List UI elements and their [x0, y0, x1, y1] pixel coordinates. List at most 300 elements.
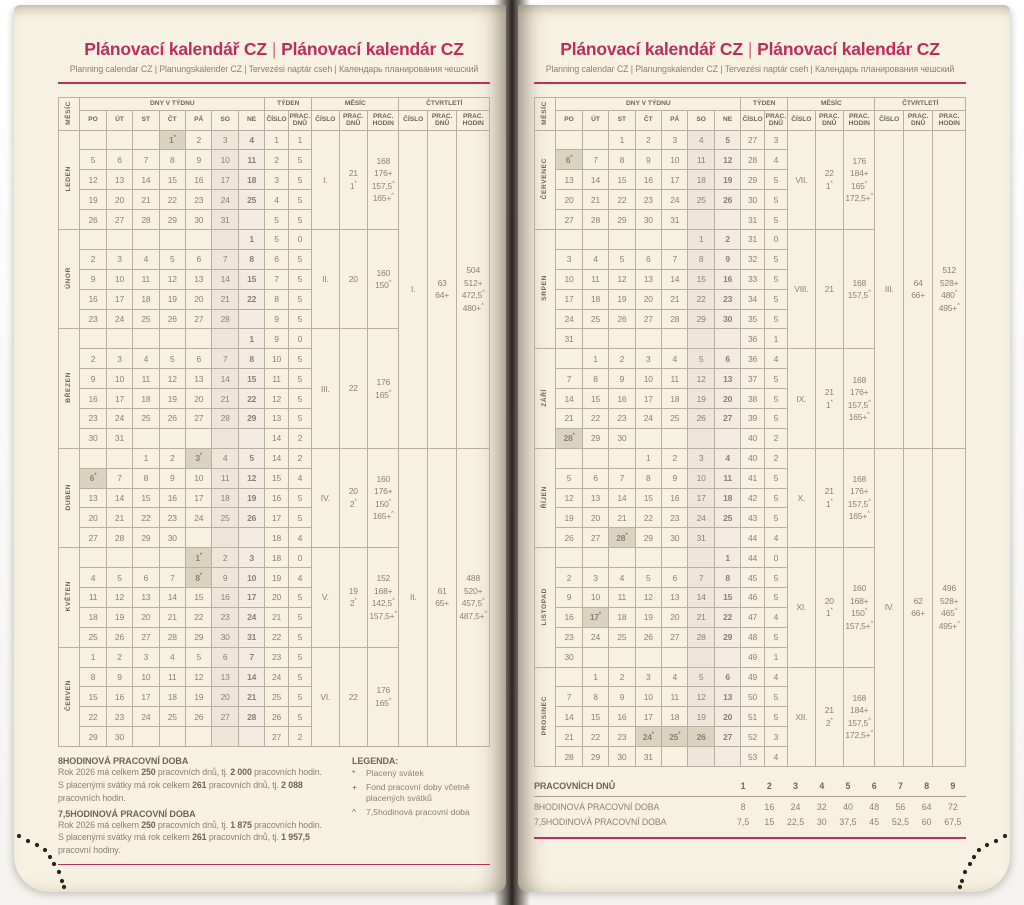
week-number: 9	[265, 329, 288, 349]
working-days-table	[534, 779, 966, 830]
legend-item	[352, 768, 490, 780]
day-cell	[80, 130, 106, 150]
page-left	[14, 5, 506, 892]
day-cell: 30	[635, 210, 661, 230]
row-value: 40	[843, 802, 853, 812]
day-cell: 13	[556, 170, 582, 190]
page-header-left	[58, 39, 490, 84]
week-number: 27	[265, 727, 288, 747]
week-number: 29	[741, 170, 764, 190]
week-workdays: 5	[288, 707, 311, 727]
day-cell: 21	[212, 289, 238, 309]
corner-perforation-dots	[947, 828, 1009, 890]
day-cell: 10	[662, 150, 688, 170]
day-cell: 29	[238, 408, 265, 428]
month-workdays: 19 2*	[339, 548, 367, 647]
month-workhours: 160 150^	[367, 229, 399, 328]
day-cell: 9	[635, 150, 661, 170]
day-cell: 6	[186, 249, 212, 269]
day-cell	[133, 727, 159, 747]
table-header-row	[59, 98, 490, 111]
day-cell: 5	[556, 468, 582, 488]
month-number: VIII.	[788, 229, 815, 348]
week-number: 44	[741, 548, 764, 568]
note-line: S placenými svátky má rok celkem 261 pracovních dnů, tj. 1 957,5 pracovní hodiny.	[58, 832, 310, 856]
day-cell: 21	[582, 190, 608, 210]
week-number: 36	[741, 349, 764, 369]
week-workdays: 3	[764, 130, 787, 150]
quarter-workdays: 61 65+	[427, 448, 456, 746]
day-cell: 21	[556, 408, 582, 428]
row-value: 7,5	[736, 817, 750, 827]
day-cell: 5	[688, 349, 714, 369]
week-workdays: 5	[288, 369, 311, 389]
month-number-header: ČÍSLO	[788, 110, 815, 130]
day-cell: 18	[582, 289, 608, 309]
week-number: 14	[265, 428, 288, 448]
day-cell: 26	[80, 210, 106, 230]
week-workdays: 0	[288, 548, 311, 568]
day-header: ČT	[635, 110, 661, 130]
day-cell	[635, 329, 661, 349]
day-cell	[133, 329, 159, 349]
day-cell: 5	[159, 349, 185, 369]
week-number: 25	[265, 687, 288, 707]
day-cell: 17	[133, 687, 159, 707]
day-cell: 2	[556, 568, 582, 588]
footer-rule-left	[58, 864, 490, 866]
quarter-workhours: 504 512+ 472,5^ 480+^	[457, 130, 490, 448]
day-cell: 7	[159, 568, 185, 588]
row-value: 52,5	[891, 817, 909, 827]
day-cell	[662, 329, 688, 349]
day-cell	[556, 448, 582, 468]
day-cell: 27	[582, 528, 608, 548]
row-value: 32	[816, 802, 827, 812]
day-cell: 5	[238, 448, 265, 468]
day-cell: 8	[688, 249, 714, 269]
quarter-workhours-header: PRAC. HODIN	[933, 110, 966, 130]
week-number: 40	[741, 448, 764, 468]
workdays-count: 8	[924, 781, 930, 791]
month-name: LISTOPAD	[535, 548, 556, 667]
row-label: 8HODINOVÁ PRACOVNÍ DOBA	[534, 802, 660, 812]
day-cell: 24	[238, 607, 265, 627]
quarter-number: I.	[399, 130, 427, 448]
day-cell: 17	[635, 707, 661, 727]
day-cell	[159, 229, 185, 249]
legend-text: Fond pracovní doby včetně placených svátků	[366, 781, 470, 804]
day-cell: 16	[609, 707, 635, 727]
day-cell: 2	[609, 349, 635, 369]
week-workdays: 5	[288, 627, 311, 647]
day-cell: 13	[212, 667, 238, 687]
day-cell: 10	[556, 269, 582, 289]
week-workdays: 4	[764, 349, 787, 369]
day-cell: 26	[238, 508, 265, 528]
day-cell: 7	[212, 249, 238, 269]
day-cell	[238, 309, 265, 329]
week-number: 5	[265, 229, 288, 249]
day-cell: 29	[186, 627, 212, 647]
day-cell: 1	[688, 229, 714, 249]
month-workhours: 176 165^	[367, 329, 399, 448]
col-days-of-week: DNY V TÝDNU	[556, 98, 741, 111]
day-cell: 11	[688, 150, 714, 170]
day-cell	[582, 548, 608, 568]
month-workhours: 160 168+ 150^ 157,5+^	[843, 548, 875, 667]
day-cell: 5	[688, 667, 714, 687]
day-cell: 16	[609, 389, 635, 409]
day-cell: 13	[714, 369, 741, 389]
day-cell: 26	[556, 528, 582, 548]
header-rule	[58, 82, 490, 84]
day-cell: 23	[662, 508, 688, 528]
day-cell	[582, 448, 608, 468]
day-header: ÚT	[106, 110, 132, 130]
day-cell: 5	[159, 249, 185, 269]
day-cell: 13	[186, 369, 212, 389]
day-cell: 13	[80, 488, 106, 508]
month-name: PROSINEC	[535, 667, 556, 766]
day-cell	[714, 747, 741, 767]
day-cell: 24	[662, 190, 688, 210]
week-row	[535, 448, 966, 468]
day-cell: 29	[688, 309, 714, 329]
week-number: 19	[265, 568, 288, 588]
week-number: 33	[741, 269, 764, 289]
day-cell: 2	[635, 130, 661, 150]
day-cell: 30	[714, 309, 741, 329]
day-cell: 9	[609, 369, 635, 389]
week-row	[59, 130, 490, 150]
day-cell: 6*	[80, 468, 106, 488]
day-cell: 1	[635, 448, 661, 468]
day-cell: 17*	[582, 607, 608, 627]
day-cell	[635, 229, 661, 249]
day-cell: 28	[582, 210, 608, 230]
day-cell	[609, 329, 635, 349]
day-cell	[688, 210, 714, 230]
month-workdays: 22 1*	[815, 130, 843, 229]
day-cell: 12	[635, 587, 661, 607]
day-cell: 15	[80, 687, 106, 707]
week-number: 50	[741, 687, 764, 707]
week-workdays: 4	[288, 528, 311, 548]
day-cell: 6	[133, 568, 159, 588]
day-cell: 4	[662, 349, 688, 369]
workdays-count: 9	[950, 781, 956, 791]
day-cell: 4	[609, 568, 635, 588]
day-cell: 28	[106, 528, 132, 548]
week-workdays: 5	[288, 508, 311, 528]
week-workdays: 4	[764, 528, 787, 548]
day-cell	[212, 428, 238, 448]
day-cell	[159, 428, 185, 448]
day-cell	[662, 548, 688, 568]
day-cell: 18	[609, 607, 635, 627]
day-cell: 25	[133, 309, 159, 329]
day-cell: 7	[609, 468, 635, 488]
week-workdays: 0	[288, 229, 311, 249]
day-cell: 14	[238, 667, 265, 687]
quarter-workdays: 64 66+	[903, 130, 932, 448]
day-cell: 18	[133, 389, 159, 409]
month-workhours: 168 176+ 157,5^ 165+^	[367, 130, 399, 229]
day-cell: 25	[238, 190, 265, 210]
day-cell: 5	[635, 568, 661, 588]
week-number: 46	[741, 587, 764, 607]
day-cell: 27	[662, 627, 688, 647]
day-cell: 13	[582, 488, 608, 508]
day-cell: 13	[635, 269, 661, 289]
row-value: 60	[921, 817, 932, 827]
day-cell: 3	[688, 448, 714, 468]
month-workdays: 21 1*	[815, 448, 843, 547]
month-workdays: 21 1*	[339, 130, 367, 229]
day-cell	[688, 329, 714, 349]
day-cell: 25	[714, 508, 741, 528]
page-subtitle: Planning calendar CZ | Planungskalender CZ | Tervezési naptár cseh | Календарь планирования чешский	[69, 64, 479, 74]
day-cell: 11	[80, 587, 106, 607]
day-cell: 13	[133, 587, 159, 607]
day-cell: 21	[106, 508, 132, 528]
week-number: 42	[741, 488, 764, 508]
table-header-row	[535, 98, 966, 111]
week-workdays: 2	[288, 428, 311, 448]
week-number: 20	[265, 587, 288, 607]
day-cell: 7	[106, 468, 132, 488]
day-cell: 22	[80, 707, 106, 727]
legend	[352, 756, 490, 857]
day-cell: 8	[80, 667, 106, 687]
day-cell	[106, 130, 132, 150]
day-cell: 1	[609, 130, 635, 150]
month-workhours: 152 168+ 142,5^ 157,5+^	[367, 548, 399, 647]
day-cell: 4	[238, 130, 265, 150]
note-line: S placenými svátky má rok celkem 261 pracovních dnů, tj. 2 088 pracovních hodin.	[58, 779, 303, 803]
day-cell	[582, 647, 608, 667]
day-cell: 24	[212, 190, 238, 210]
quarter-workdays: 62 66+	[903, 448, 932, 766]
day-cell: 28	[212, 309, 238, 329]
day-header: PO	[556, 110, 582, 130]
day-cell: 19	[556, 508, 582, 528]
month-number: II.	[312, 229, 339, 328]
week-workdays: 5	[288, 309, 311, 329]
day-cell: 25	[609, 627, 635, 647]
row-value: 24	[790, 802, 801, 812]
day-cell: 13	[106, 170, 132, 190]
workdays-count: 1	[740, 781, 746, 791]
week-number: 26	[265, 707, 288, 727]
day-cell: 4	[688, 130, 714, 150]
month-workhours: 176 184+ 165^ 172,5+^	[843, 130, 875, 229]
day-cell: 13	[662, 587, 688, 607]
footer-notes	[58, 756, 490, 857]
day-cell: 12	[556, 488, 582, 508]
legend-text: Placený svátek	[366, 768, 424, 779]
day-cell	[609, 229, 635, 249]
workdays-count: 7	[897, 781, 903, 791]
day-cell: 6	[106, 150, 132, 170]
col-week: TÝDEN	[741, 98, 788, 111]
week-workdays: 5	[764, 508, 787, 528]
day-cell: 7	[133, 150, 159, 170]
day-cell: 20	[186, 289, 212, 309]
month-name: ZÁŘÍ	[535, 349, 556, 448]
week-number: 4	[265, 190, 288, 210]
day-cell: 26	[714, 190, 741, 210]
day-cell: 1	[582, 349, 608, 369]
day-header: ÚT	[582, 110, 608, 130]
day-cell	[556, 130, 582, 150]
week-number: 9	[265, 309, 288, 329]
day-cell	[556, 349, 582, 369]
day-cell: 15	[582, 389, 608, 409]
day-cell: 13	[714, 687, 741, 707]
week-workdays: 1	[764, 647, 787, 667]
day-cell: 10	[212, 150, 238, 170]
title-separator: |	[271, 39, 277, 59]
day-cell: 30	[556, 647, 582, 667]
day-cell	[556, 229, 582, 249]
day-cell: 22	[186, 607, 212, 627]
week-workdays: 5	[288, 488, 311, 508]
month-workdays: 22	[339, 647, 367, 746]
month-name: KVĚTEN	[59, 548, 80, 647]
day-cell: 13	[186, 269, 212, 289]
week-workdays: 0	[764, 229, 787, 249]
month-workdays-header: PRAC. DNŮ	[339, 110, 367, 130]
day-cell: 2	[662, 448, 688, 468]
month-number: VI.	[312, 647, 339, 746]
day-cell	[609, 448, 635, 468]
col-month-label: MĚSÍC	[59, 98, 80, 131]
day-cell	[159, 548, 185, 568]
day-cell: 4	[582, 249, 608, 269]
day-cell: 28	[133, 210, 159, 230]
day-cell: 5	[714, 130, 741, 150]
day-cell: 10	[635, 369, 661, 389]
working-time-notes	[58, 756, 338, 857]
week-number: 27	[741, 130, 764, 150]
table-subheader-row	[535, 110, 966, 130]
day-cell: 20	[635, 289, 661, 309]
divider	[534, 796, 966, 797]
week-number: 6	[265, 249, 288, 269]
month-workhours-header: PRAC. HODIN	[843, 110, 875, 130]
day-cell: 17	[556, 289, 582, 309]
day-cell: 12	[688, 687, 714, 707]
month-workdays-header: PRAC. DNŮ	[815, 110, 843, 130]
day-cell: 17	[106, 389, 132, 409]
day-cell: 3*	[186, 448, 212, 468]
week-number: 18	[265, 528, 288, 548]
day-cell	[186, 727, 212, 747]
week-number: 41	[741, 468, 764, 488]
day-cell: 31	[212, 210, 238, 230]
week-number-header: ČÍSLO	[741, 110, 764, 130]
day-cell: 18	[80, 607, 106, 627]
day-cell: 14	[609, 488, 635, 508]
day-cell: 9	[106, 667, 132, 687]
day-cell	[582, 229, 608, 249]
day-header: NE	[714, 110, 741, 130]
day-cell: 9	[80, 269, 106, 289]
day-cell: 3	[582, 568, 608, 588]
day-cell: 31	[556, 329, 582, 349]
row-value: 64	[921, 802, 932, 812]
day-cell: 18	[662, 389, 688, 409]
day-cell: 22	[238, 389, 265, 409]
day-cell: 3	[106, 349, 132, 369]
week-number: 10	[265, 349, 288, 369]
col-quarter: ČTVRTLETÍ	[875, 98, 966, 111]
day-cell: 2	[80, 349, 106, 369]
month-name: ŘÍJEN	[535, 448, 556, 547]
day-header: ST	[133, 110, 159, 130]
week-number: 12	[265, 389, 288, 409]
day-cell: 30	[609, 747, 635, 767]
day-cell: 31	[688, 528, 714, 548]
day-cell: 24	[106, 408, 132, 428]
day-cell: 8	[609, 150, 635, 170]
week-workdays: 4	[764, 607, 787, 627]
day-cell: 12	[609, 269, 635, 289]
day-cell: 3	[133, 647, 159, 667]
day-cell: 7	[556, 369, 582, 389]
day-cell: 11	[133, 369, 159, 389]
day-cell: 2	[106, 647, 132, 667]
day-cell: 18	[133, 289, 159, 309]
row-label: 7,5HODINOVÁ PRACOVNÍ DOBA	[534, 817, 667, 827]
title-sk: Plánovací kalendár CZ	[757, 39, 940, 59]
day-cell: 6*	[556, 150, 582, 170]
day-cell: 15	[688, 269, 714, 289]
day-cell: 30	[609, 428, 635, 448]
day-cell: 30	[159, 528, 185, 548]
day-cell: 21	[556, 727, 582, 747]
day-cell	[714, 428, 741, 448]
day-cell: 21	[159, 607, 185, 627]
week-workdays: 5	[764, 587, 787, 607]
day-cell: 19	[635, 607, 661, 627]
quarter-number-header: ČÍSLO	[875, 110, 903, 130]
week-number: 37	[741, 369, 764, 389]
day-cell: 9	[662, 468, 688, 488]
day-cell: 21	[662, 289, 688, 309]
day-cell: 28	[238, 707, 265, 727]
week-workdays: 2	[288, 727, 311, 747]
month-number: III.	[312, 329, 339, 448]
day-cell: 15	[133, 488, 159, 508]
day-cell: 29	[609, 210, 635, 230]
day-cell: 2	[186, 130, 212, 150]
day-cell: 11	[662, 687, 688, 707]
title-cz: Plánovací kalendář CZ	[560, 39, 743, 59]
day-cell: 14	[688, 587, 714, 607]
week-number: 23	[265, 647, 288, 667]
day-cell: 29	[635, 528, 661, 548]
month-number: XI.	[788, 548, 815, 667]
week-row	[59, 448, 490, 468]
day-cell: 14	[212, 269, 238, 289]
day-cell: 10	[106, 269, 132, 289]
day-cell: 14	[556, 389, 582, 409]
day-cell: 23	[635, 190, 661, 210]
quarter-number-header: ČÍSLO	[399, 110, 427, 130]
